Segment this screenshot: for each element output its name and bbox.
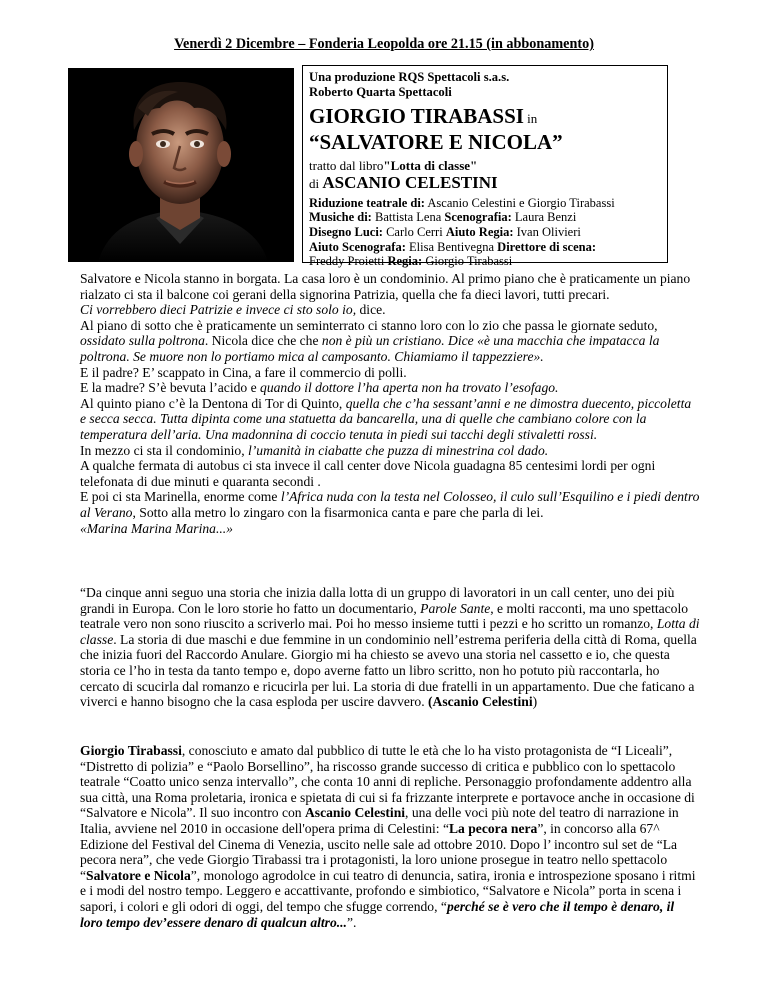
author-quote — [80, 585, 700, 710]
text-run: Al piano di sotto che è praticamente un seminterrato ci stanno loro con lo zio che passa le giornate seduto, — [80, 317, 658, 333]
staff-label: Disegno Luci: — [309, 224, 383, 239]
staff-line — [309, 225, 667, 240]
staff-line — [309, 254, 667, 269]
text-run: non è più un cristiano. Dice «è una macchia che impatacca la poltrona. Se muore non lo portiamo mica al camposanto. Chiamiamo il tappezziere». — [80, 333, 660, 364]
staff-value: Elisa Bentivegna — [405, 239, 498, 254]
text-run: E il padre? E’ scappato in Cina, a fare il commercio di polli. — [80, 364, 407, 380]
staff-label: Regia: — [387, 254, 423, 269]
text-run: , e molti racconti, ma uno spettacolo teatrale vero non sono riuscito a scriverlo mai. Poi ho messo insieme tutti i pezzi e ho scritto un romanzo, — [80, 600, 689, 632]
staff-label: Aiuto Regia: — [445, 224, 514, 239]
synopsis-paragraph — [80, 521, 700, 537]
synopsis-paragraph — [80, 489, 700, 520]
text-run: . La storia di due maschi e due femmine in un condominio nell’estrema periferia della città di Roma, quella che inizia fuori del Raccordo Anulare. Giorgio mi ha chiesto se avevo una storia nel cassetto e io, che questa storia ce l’ho in testa da tanto tempo e, dopo averne fatto un libro scritto, non ho potuto più raccontarla, ho cercato di scucirla dal romanzo e ricucirla per lui. La storia di due fratelli in un appartamento. Due che faticano a viverci e hanno bisogno che la casa esploda per uscire davvero. — [80, 631, 697, 710]
staff-value: Ivan Olivieri — [513, 224, 581, 239]
text-run: , Sotto alla metro lo zingaro con la fisarmonica canta e pare che parla di lei. — [132, 504, 544, 520]
synopsis — [80, 271, 700, 536]
staff-credits — [309, 196, 667, 269]
production-credits — [302, 65, 668, 269]
text-run: Ci vorrebbero dieci Patrizie e invece ci sto solo io, — [80, 302, 357, 318]
text-run: , conosciuto e amato dal pubblico di tutte le età che lo ha visto protagonista de “I Liceali”, “Distretto di polizia” e “Paolo Borsellino”, ha riscosso grande successo di critica e pubblico con lo spettacolo teatrale “Coatto unico senza intervallo”, che conta 10 anni di repliche. Personaggio profondamente addentro alla sua città, una Roma proletaria, ironica e spietata di cui si fa frizzante interprete e portavoce anche in occasione di “Salvatore e Nicola”. Il suo incontro con — [80, 743, 695, 821]
text-run: “Da cinque anni seguo una storia che inizia dalla lotta di un gruppo di lavoratori in un call center, uno dei più grandi in Europa. Con le loro storie ho fatto un documentario, — [80, 585, 675, 616]
synopsis-paragraph — [80, 365, 700, 381]
text-run: quella che c’ha sessant’anni e ne dimostra duecento, piccoletta e secca secca. Tutta dipinta come una statuetta da bancarella, una di quelle che cambiano colore con la temperatura dell’aria. Una madonnina di coccio tenuta in piedi sui tacchi degli stivaletti rossi. — [80, 395, 692, 442]
staff-value: Giorgio Tirabassi — [422, 254, 513, 269]
text-run: Lotta di classe — [80, 616, 700, 647]
staff-value: Carlo Cerri — [382, 224, 446, 239]
quote-paragraph — [80, 585, 700, 710]
staff-value: Battista Lena — [371, 210, 445, 225]
bio-paragraph — [80, 743, 700, 930]
text-run: A qualche fermata di autobus ci sta invece il call center dove Nicola guadagna 85 centesimi lordi per ogni telefonata di due minuti e quaranta secondi . — [80, 458, 656, 489]
staff-label: Direttore di scena: — [497, 239, 596, 254]
text-run: E poi ci sta Marinella, enorme come — [80, 489, 281, 505]
staff-line — [309, 240, 667, 255]
text-run: Al quinto piano c’è la Dentona di Tor di Quinto, — [80, 395, 346, 411]
text-run: ”. — [346, 914, 357, 930]
synopsis-paragraph — [80, 396, 700, 443]
book-title: "Lotta di classe" — [383, 158, 478, 174]
text-run: E la madre? S’è bevuta l’acido e — [80, 380, 261, 396]
in-word: in — [527, 111, 538, 127]
text-run: In mezzo ci sta il condominio, — [80, 442, 248, 458]
actor-name: GIORGIO TIRABASSI — [309, 104, 524, 129]
text-run: «Marina Marina Marina...» — [80, 520, 233, 536]
synopsis-paragraph — [80, 271, 700, 302]
text-run: dice. — [356, 302, 386, 318]
actor-line — [309, 105, 667, 130]
synopsis-paragraph — [80, 318, 700, 365]
author-line — [309, 174, 667, 193]
text-run: Salvatore e Nicola stanno in borgata. La casa loro è un condominio. Al primo piano che è praticamente un piano rialzato ci sta il balcone coi gerani della signorina Patrizia, quella che fa dieci lavori, tutti precari. — [80, 271, 691, 302]
text-run: Salvatore e Nicola — [86, 867, 191, 883]
author-name: ASCANIO CELESTINI — [322, 172, 498, 192]
text-run: Giorgio Tirabassi — [80, 743, 182, 758]
synopsis-paragraph — [80, 443, 700, 459]
staff-line — [309, 196, 667, 211]
staff-line — [309, 210, 667, 225]
actor-portrait-icon — [68, 68, 294, 262]
book-prefix: tratto dal libro — [309, 158, 384, 174]
staff-label: Scenografia: — [444, 210, 512, 225]
synopsis-paragraph — [80, 302, 700, 318]
text-run: (Ascanio Celestini — [428, 694, 533, 710]
staff-label: Riduzione teatrale di: — [309, 195, 425, 210]
text-run: . Nicola dice che che — [204, 333, 322, 349]
text-run: , una delle voci più note del teatro di narrazione in Italia, avviene nel 2010 in occasione dell'opera prima di Celestini: “ — [80, 805, 679, 836]
staff-label: Musiche di: — [309, 210, 372, 225]
author-prefix: di — [309, 175, 320, 191]
book-line — [309, 159, 667, 174]
text-run: l’umanità in ciabatte che puzza di minestrina col dado. — [248, 442, 549, 458]
text-run: quando il dottore l’ha aperta non ha trovato l’esofago. — [260, 380, 559, 396]
text-run: La pecora nera — [448, 820, 538, 836]
text-run: ossidato sulla poltrona — [80, 333, 205, 349]
text-run: Parole Sante — [420, 600, 491, 616]
show-title: “SALVATORE E NICOLA” — [309, 130, 563, 155]
production-line: Roberto Quarta Spettacoli — [309, 84, 452, 99]
production-line: Una produzione RQS Spettacoli s.a.s. — [309, 70, 510, 84]
text-run: perché se è vero che il tempo è denaro, il loro tempo dev’essere denaro di qualcun altro... — [80, 898, 675, 930]
text-run: l’Africa nuda con la testa nel Colosseo, il culo sull’Esquilino e i piedi dentro al Verano — [80, 489, 700, 520]
staff-value: Freddy Proietti — [309, 254, 388, 269]
staff-value: Ascanio Celestini e Giorgio Tirabassi — [424, 195, 615, 210]
actor-bio — [80, 743, 700, 930]
text-run: Ascanio Celestini — [304, 805, 406, 821]
text-run: ”, in concorso alla 67^ Edizione del Festival del Cinema di Venezia, uscito nelle sale ad ottobre 2010. Dopo l’ incontro sul set de “La pecora nera”, che vede Giorgio Tirabassi tra i protagonisti, la loro unione prosegue in teatro nello spettacolo “ — [80, 820, 678, 883]
synopsis-paragraph — [80, 458, 700, 489]
staff-value: Laura Benzi — [511, 210, 577, 225]
synopsis-paragraph — [80, 380, 700, 396]
text-run: ”, monologo agrodolce in cui teatro di denuncia, satira, ironia e introspezione sposano i ritmi e i modi del nostro tempo. Leggero e accattivante, profondo e simbiotico, “Salvatore e Nicola” porta in scena i sapori, i colori e gli odori di oggi, del tempo che sfugge correndo, “ — [80, 867, 696, 914]
text-run: ) — [532, 694, 538, 710]
staff-label: Aiuto Scenografa: — [309, 239, 406, 254]
event-heading: Venerdì 2 Dicembre – Fonderia Leopolda ore 21.15 (in abbonamento) — [174, 36, 594, 52]
